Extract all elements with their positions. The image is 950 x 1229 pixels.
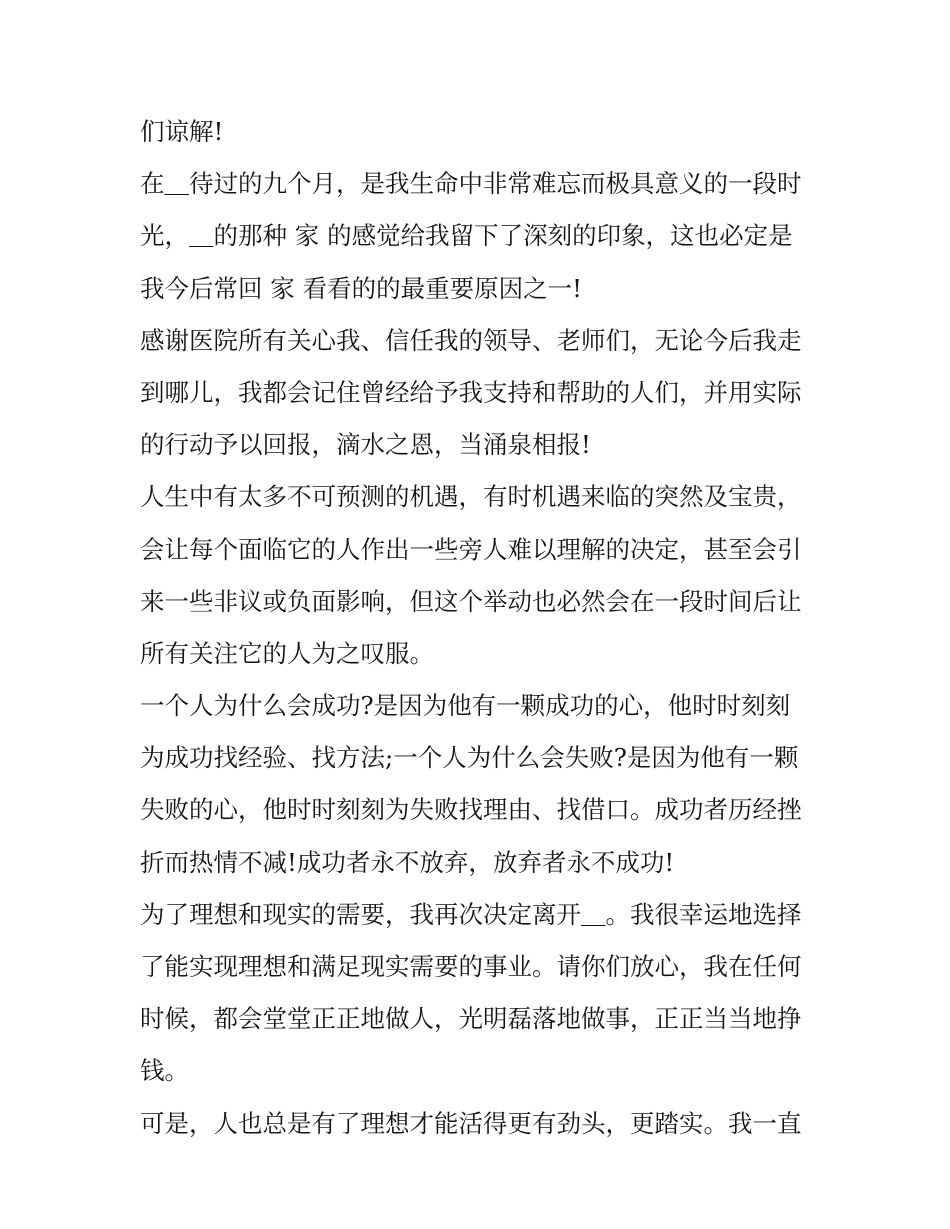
text-line: 人生中有太多不可预测的机遇，有时机遇来临的突然及宝贵，: [140, 482, 802, 512]
text-line: 们谅解!: [140, 117, 224, 146]
text-line: 可是，人也总是有了理想才能活得更有劲头，更踏实。我一直: [140, 1108, 802, 1138]
text-line: 来一些非议或负面影响，但这个举动也必然会在一段时间后让: [140, 586, 802, 616]
text-line: 时候，都会堂堂正正地做人，光明磊落地做事，正正当当地挣: [140, 1004, 802, 1034]
text-line: 为成功找经验、找方法;一个人为什么会失败?是因为他有一颗: [140, 743, 799, 773]
text-line: 感谢医院所有关心我、信任我的领导、老师们，无论今后我走: [140, 325, 802, 355]
text-line: 我今后常回 家 看看的的最重要原因之一!: [140, 273, 582, 303]
text-line: 折而热情不减!成功者永不放弃，放弃者永不成功!: [140, 847, 675, 877]
text-line: 到哪儿，我都会记住曾经给予我支持和帮助的人们，并用实际: [140, 377, 802, 407]
text-line: 会让每个面临它的人作出一些旁人难以理解的决定，甚至会引: [140, 534, 802, 564]
text-line: 的行动予以回报，滴水之恩，当涌泉相报!: [140, 430, 591, 460]
text-line: 在＿待过的九个月，是我生命中非常难忘而极具意义的一段时: [140, 169, 802, 199]
text-line: 光，＿的那种 家 的感觉给我留下了深刻的印象，这也必定是: [140, 221, 793, 251]
text-line: 所有关注它的人为之叹服。: [140, 638, 434, 668]
text-line: 为了理想和现实的需要，我再次决定离开＿。我很幸运地选择: [140, 899, 802, 929]
text-line: 一个人为什么会成功?是因为他有一颗成功的心，他时时刻刻: [140, 691, 791, 721]
text-line: 了能实现理想和满足现实需要的事业。请你们放心，我在任何: [140, 952, 802, 981]
text-line: 钱。: [140, 1056, 189, 1086]
text-line: 失败的心，他时时刻刻为失败找理由、找借口。成功者历经挫: [140, 795, 802, 825]
document-body: [140, 106, 820, 1150]
